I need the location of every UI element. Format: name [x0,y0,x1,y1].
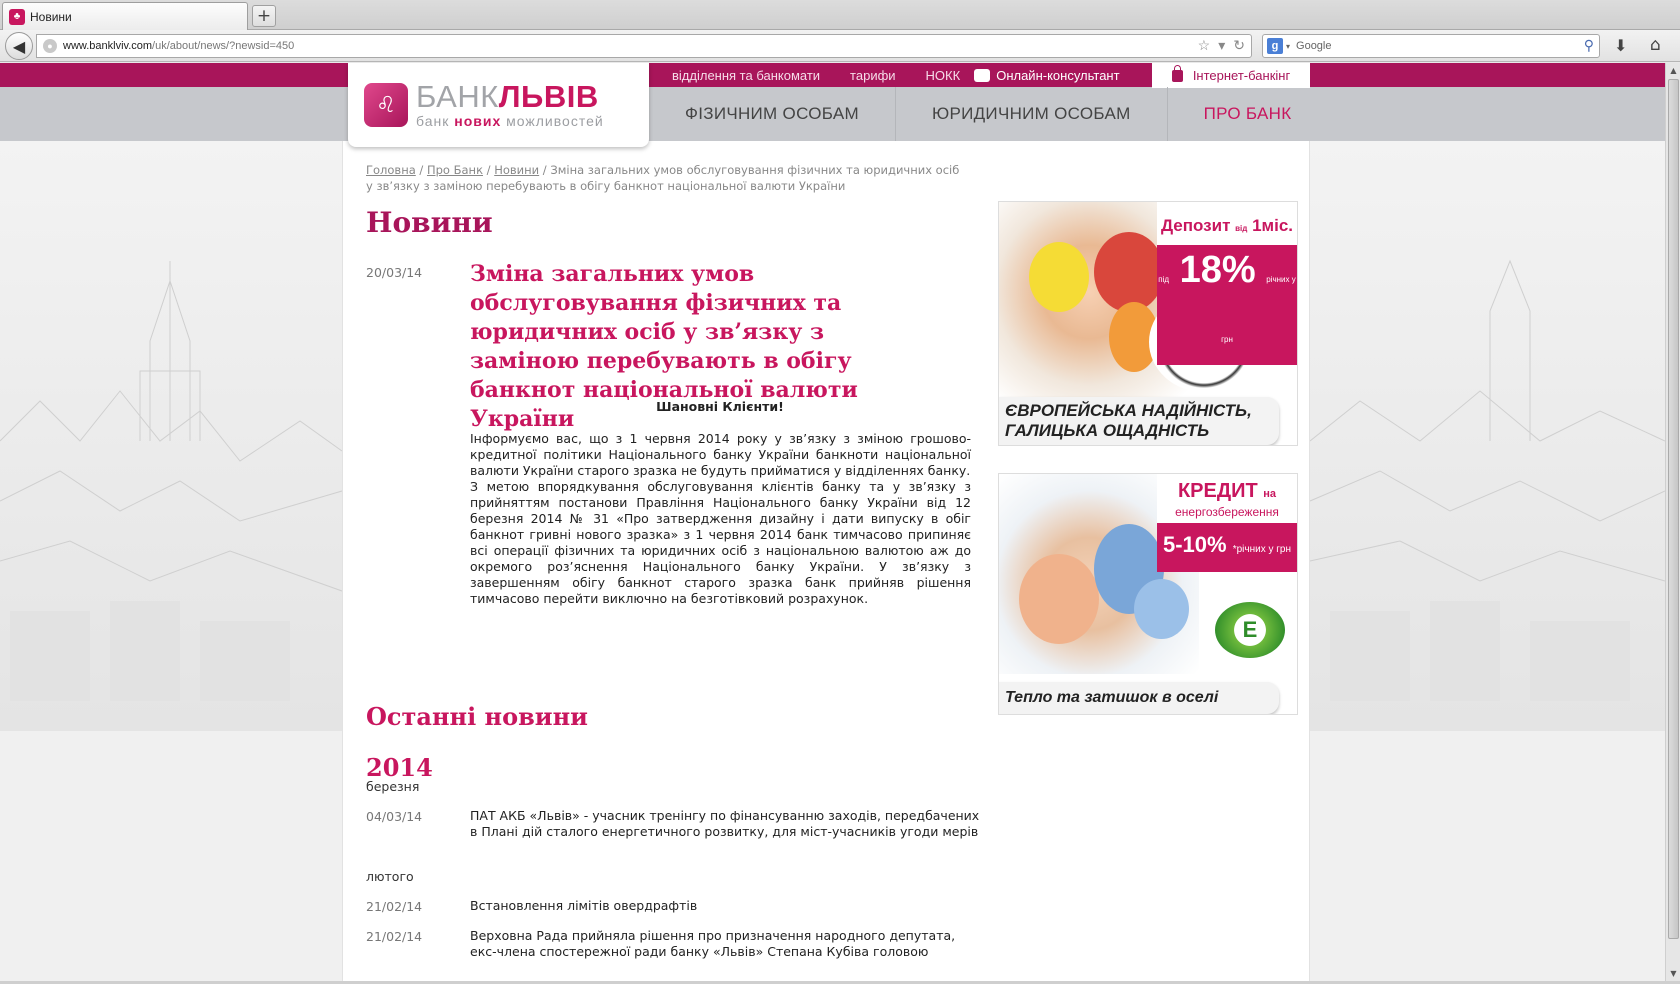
logo-bank-word: БАНК [416,79,499,114]
article-body [470,431,971,607]
news-item-date: 04/03/14 [366,809,423,824]
tagline-part-1: банк [416,113,455,129]
url-path: /uk/about/news/?newsid=450 [152,40,295,52]
breadcrumb-current: Зміна загальних умов обслуговування фізичних та юридичних осіб у зв’язку з заміною перебувають в обігу банкнот національної валюти України [366,163,960,193]
reload-icon[interactable]: ↻ [1233,37,1245,53]
lock-icon [1172,70,1183,82]
online-consultant-label: Онлайн-консультант [996,67,1120,83]
internet-banking-button[interactable] [1152,63,1310,88]
history-dropdown-icon[interactable]: ▾ [1218,37,1226,53]
child-figure-image [1029,242,1089,312]
article-title: Зміна загальних умов обслуговування фізичних та юридичних осіб у зв’язку з заміною перебувають в обігу банкнот національної валюти України [470,261,858,432]
home-icon[interactable]: ⌂ [1650,35,1661,55]
main-nav [649,87,1327,141]
deposit-slogan-line-2: ГАЛИЦЬКА ОЩАДНІСТЬ [1005,421,1210,440]
search-engine-dropdown-icon[interactable]: ▾ [1286,41,1291,51]
news-item-link[interactable]: Встановлення лімітів овердрафтів [470,898,698,913]
address-bar[interactable] [36,34,1252,58]
father-figure-image [1094,232,1164,312]
credit-sub: енергозбереження [1175,505,1279,519]
page-title: Новини [366,206,493,239]
news-item-link[interactable]: Верховна Рада прийняла рішення про призначення народного депутата, екс-члена спостережної ради банку «Львів» Степана Кубіва головою [470,928,956,959]
credit-rate-note-1: *річних [1232,544,1266,555]
back-button[interactable] [5,32,33,60]
article-greeting: Шановні Клієнти! [656,399,784,414]
top-links [672,63,1120,87]
deposit-rate-note: річних у грн [1221,275,1296,344]
google-icon[interactable]: g [1267,38,1283,54]
deposit-slogan-line-1: ЄВРОПЕЙСЬКА НАДІЙНІСТЬ, [1005,401,1252,420]
credit-rate-note [1233,544,1291,555]
credit-head: КРЕДИТ [1177,480,1258,502]
credit-rate-note-2: у грн [1268,544,1291,555]
logo-lviv-word: ЛЬВІВ [498,79,599,114]
lion-logo-icon: ♌ [364,83,408,127]
deposit-from: від [1235,224,1248,233]
link-branches-atms[interactable]: відділення та банкомати [672,67,821,83]
latest-news-title: Останні новини [366,702,588,731]
credit-badge [1157,474,1297,572]
news-item-link[interactable]: ПАТ АКБ «Львів» - учасник тренінгу по фінансуванню заходів, передбачених в Плані дій сталого енергетичного розвитку, для міст-учасників угоди мерів [470,808,980,839]
site-logo[interactable] [348,63,649,147]
browser-navbar [0,30,1680,62]
bookmark-star-icon[interactable]: ☆ [1197,37,1211,53]
deposit-banner[interactable] [998,201,1298,446]
tagline-bold: нових [454,113,502,129]
link-nokk[interactable]: НОКК [925,67,961,83]
breadcrumb-about[interactable]: Про Банк [426,163,484,177]
internet-banking-label: Інтернет-банкінг [1192,68,1291,83]
deposit-head: Депозит [1160,216,1231,235]
nav-businesses[interactable]: ЮРИДИЧНИМ ОСОБАМ [896,87,1168,141]
breadcrumb-home[interactable]: Головна [366,163,416,177]
credit-slogan: Тепло та затишок в оселі [999,682,1279,714]
link-tariffs[interactable]: тарифи [850,67,896,83]
tab-title: Новини [30,9,72,24]
deposit-badge [1157,202,1297,365]
breadcrumb: Головна / Про Банк / Новини / Зміна загальних умов обслуговування фізичних та юридичних осіб у зв’язку з заміною перебувають в обігу банкнот національної валюти України [366,163,960,193]
url-host: www.banklviv.com [63,40,153,52]
month-label-march: березня [366,779,420,794]
energy-credit-banner[interactable] [998,473,1298,715]
credit-on: на [1263,488,1277,500]
news-item-date: 21/02/14 [366,929,423,944]
download-icon[interactable]: ⬇ [1614,36,1628,55]
deposit-under: під [1158,275,1170,284]
tagline-part-2: можливостей [501,113,604,129]
new-tab-button[interactable]: + [252,5,276,27]
nav-individuals[interactable]: ФІЗИЧНИМ ОСОБАМ [649,87,896,141]
scroll-thumb[interactable] [1668,79,1679,939]
site-favicon-icon: ♣ [9,9,25,25]
deposit-slogan [999,397,1279,445]
boy-figure-image [1134,579,1189,639]
scroll-down-arrow-icon[interactable]: ▼ [1670,969,1677,978]
article-paragraph-2: З метою впорядкування обслуговування клієнтів банку та у зв’язку з прийняттям постанови Правління Національного банку України від 12 березня 2014 № 31 «Про затвердження дизайну і дати випуску в обіг банкнот гривні нового зразка» з 1 червня 2014 банк тимчасово припиняє всі операції фізичних та юридичних осіб з національною валютою аж до окремого роз’яснення Національного банку України. У зв’язку з завершенням обігу банкнот старого зразка банк прийняв рішення тимчасово перейти виключно на безготівковий розрахунок. [470,479,971,606]
search-placeholder: Google [1296,40,1332,52]
nav-about-bank[interactable]: ПРО БАНК [1203,104,1292,123]
scroll-up-arrow-icon[interactable]: ▲ [1670,66,1677,75]
energy-saving-emblem-icon: Е [1215,602,1285,658]
browser-tab-active[interactable] [2,2,248,30]
breadcrumb-news[interactable]: Новини [494,163,540,177]
credit-rate: 5-10% [1162,532,1227,557]
globe-icon: ● [43,39,57,53]
search-icon[interactable]: ⚲ [1583,37,1594,53]
deposit-rate: 18% [1179,249,1256,291]
article-date: 20/03/14 [366,265,423,280]
page-scrollbar[interactable] [1665,63,1680,981]
mother-figure-image [1019,554,1099,644]
browser-tabbar [0,0,1680,30]
news-item-date: 21/02/14 [366,899,423,914]
page-viewport [0,63,1665,981]
chat-bubble-icon [974,69,990,82]
article-paragraph-1: Інформуємо вас, що з 1 червня 2014 року у зв’язку з зміною грошово-кредитної політики Національного банку України банкноти національної валюти України старого зразка не будуть прийматися у відділеннях банку. [470,431,971,478]
latest-news-year: 2014 [366,753,433,782]
online-consultant-link[interactable] [974,68,1119,83]
search-box[interactable] [1262,34,1600,58]
month-label-february: лютого [366,869,414,884]
back-arrow-icon: ◀ [12,36,26,56]
deposit-term: 1міс. [1252,216,1294,235]
